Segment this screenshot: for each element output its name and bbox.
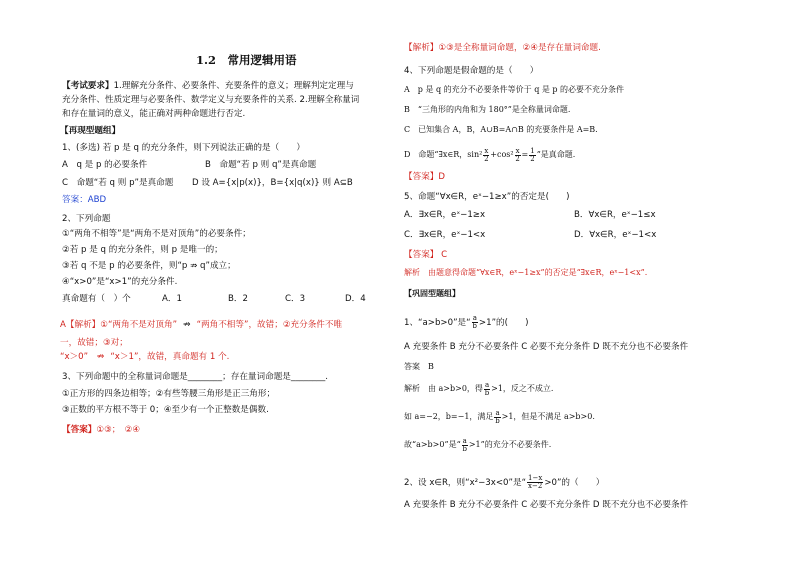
- q4-answer: 【答案】D: [404, 172, 445, 182]
- not-imply-arrow-icon: ⇏: [183, 320, 191, 330]
- q7-options: A 充要条件 B 充分不必要条件 C 必要不充分条件 D 既不充分也不必要条件: [404, 500, 689, 510]
- frac-den: b: [472, 322, 477, 330]
- q5-answer: 【答案】 C: [404, 250, 448, 260]
- requirements-label: 【考试要求】: [62, 81, 114, 91]
- frac-den: 2: [530, 154, 535, 163]
- q1-option-c: C 命题“若 q 则 p”是真命题: [62, 178, 174, 188]
- q6-jx1-a: 解析 由 a>b>0，得: [404, 384, 483, 393]
- q2-item-4: ④“x>0”是“x>1”的充分条件.: [62, 277, 178, 287]
- q4-option-b: B “三角形的内角和为 180°”是全称量词命题.: [404, 105, 571, 114]
- q2-explanation-line-2: 一，故错；③对；: [60, 338, 128, 348]
- frac-num: a: [484, 380, 490, 389]
- frac-den: b: [462, 444, 467, 453]
- q6-jx2-a: 如 a=−2，b=−1，满足: [404, 412, 494, 421]
- q4-option-a: A p 是 q 的充分不必要条件等价于 q 是 p 的必要不充分条件: [404, 85, 625, 94]
- q5-option-c: C．∃x∈R，eˣ−1<x: [404, 230, 486, 240]
- frac-num: x: [484, 146, 489, 155]
- question-7: [404, 474, 604, 492]
- q4-option-d: [404, 146, 575, 164]
- frac-den: x−2: [528, 482, 543, 490]
- requirements-line-3: 和存在量词的意义，能正确对两种命题进行否定.: [62, 109, 246, 119]
- q2-option-a: A．1: [162, 294, 182, 304]
- fraction-a-over-b: [472, 315, 478, 330]
- frac-num: a: [495, 408, 500, 417]
- fraction-a-over-b-3: [494, 410, 500, 425]
- q5-explanation: 解析 由题意得命题“∀x∈R，eˣ−1≥x”的否定是“∃x∈R，eˣ−1<x”.: [404, 268, 648, 277]
- requirements-text-1: 1.理解充分条件、必要条件、充要条件的意义；理解判定定理与: [113, 81, 354, 91]
- q6-jx1-b: >1，反之不成立.: [491, 384, 554, 393]
- q3-items-line-1: ①正方形的四条边相等；②有些等腰三角形是正三角形；: [62, 389, 276, 399]
- q3-answer-text: ①③； ②④: [96, 425, 141, 435]
- q6-text-2: >1”的( ): [478, 318, 529, 328]
- question-4: 4、下列命题是假命题的是（ ）: [404, 66, 539, 76]
- q6-jx2-b: >1，但是不满足 a>b>0.: [501, 412, 595, 421]
- q4-option-c: C 已知集合 A，B，A∪B=A∩B 的充要条件是 A=B.: [404, 125, 598, 134]
- q6-jx3-a: 故“a>b>0”是“: [404, 440, 461, 449]
- q4-d-text-4: ”是真命题.: [536, 150, 576, 159]
- frac-den: b: [495, 416, 500, 425]
- q3-answer-label: 【答案】: [62, 425, 97, 435]
- q2-item-2: ②若 p 是 q 的充分条件，则 p 是唯一的；: [62, 245, 223, 255]
- fraction-a-over-b-4: [462, 438, 468, 453]
- q5-option-a: A．∃x∈R，eˣ−1≥x: [404, 210, 486, 220]
- requirements-line-2: 充分条件、性质定理与必要条件、数学定义与充要条件的关系. 2.理解全称量词: [62, 95, 360, 105]
- question-6: [404, 314, 529, 332]
- q7-text-2: >0”的（ ）: [544, 478, 605, 488]
- q2-option-b: B．2: [228, 294, 248, 304]
- frac-den: 2: [484, 154, 489, 163]
- q4-d-text-2: +cos²: [490, 150, 514, 159]
- q1-option-a: A q 是 p 的必要条件: [62, 160, 148, 170]
- q3-items-line-2: ③正数的平方根不等于 0；④至少有一个正整数是偶数.: [62, 405, 269, 415]
- q6-options: A 充要条件 B 充分不必要条件 C 必要不充分条件 D 既不充分也不必要条件: [404, 342, 689, 352]
- q1-option-d: D 设 A={x|p(x)}，B={x|q(x)} 则 A⊆B: [192, 178, 353, 188]
- frac-den: b: [484, 388, 490, 397]
- question-3: 3、下列命题中的全称量词命题是________；存在量词命题是________.: [62, 372, 329, 382]
- q6-explanation-2: [404, 408, 595, 426]
- q2-explanation-part-e: “x＞1”，故错，真命题有 1 个.: [110, 352, 230, 362]
- fraction-x-over-2: [483, 148, 489, 163]
- not-imply-arrow-icon-2: ⇏: [96, 352, 105, 362]
- q5-option-d: D．∀x∈R，eˣ−1<x: [574, 230, 657, 240]
- q3-answer: [62, 425, 140, 436]
- q2-option-d: D．4: [345, 294, 366, 304]
- q6-explanation-3: [404, 436, 551, 454]
- frac-num: 1−x: [528, 474, 543, 482]
- q2-explanation-line-3: [60, 352, 229, 363]
- q4-d-text-1: D 命题“∃x∈R，sin²: [404, 150, 483, 159]
- explanation-intro: 【解析】①③是全称量词命题，②④是存在量词命题.: [404, 43, 601, 53]
- q6-explanation-1: [404, 380, 553, 398]
- frac-num: a: [472, 314, 477, 322]
- page-title: 1.2 常用逻辑用语: [196, 53, 297, 67]
- fraction-1-over-2: [529, 148, 535, 163]
- q2-explanation-part-b: “两角不相等”，故错；②充分条件不唯: [196, 320, 343, 330]
- frac-den: 2: [515, 154, 520, 163]
- q2-item-3: ③若 q 不是 p 的必要条件，则“p ⇏ q”成立；: [62, 261, 236, 271]
- q1-answer: 答案：ABD: [62, 195, 107, 205]
- requirements-line-1: [62, 81, 354, 92]
- fraction-x-over-2-b: [515, 148, 521, 163]
- frac-num: x: [515, 146, 520, 155]
- frac-num: a: [462, 436, 467, 445]
- q2-option-c: C．3: [285, 294, 306, 304]
- q7-text-1: 2、设 x∈R，则“x²−3x<0”是“: [404, 478, 527, 488]
- frac-num: 1: [530, 146, 535, 155]
- question-2: 2、下列命题: [62, 214, 111, 224]
- q1-option-b: B 命题“若 p 则 q”是真命题: [205, 160, 317, 170]
- question-5: 5、命题“∀x∈R，eˣ−1≥x”的否定是( ): [404, 192, 570, 202]
- fraction-a-over-b-2: [484, 382, 490, 397]
- q2-explanation-part-d: “x＞0”: [60, 352, 91, 362]
- section-heading-consolidate: 【巩固型题组】: [404, 289, 460, 298]
- q6-jx3-b: >1”的充分不必要条件.: [468, 440, 552, 449]
- fraction-1mx-over-xm2: [527, 475, 543, 490]
- q6-text-1: 1、“a>b>0”是“: [404, 318, 471, 328]
- q2-count: 真命题有（ ）个: [62, 294, 131, 304]
- q2-explanation-part-a: A【解析】①“两角不是对顶角”: [60, 320, 178, 330]
- q2-item-1: ①“两角不相等”是“两角不是对顶角”的必要条件；: [62, 229, 251, 239]
- q2-explanation-line-1: [60, 320, 342, 331]
- q5-option-b: B．∀x∈R，eˣ−1≤x: [574, 210, 656, 220]
- question-1: 1、(多选) 若 p 是 q 的充分条件，则下列说法正确的是（ ）: [62, 143, 305, 153]
- section-heading-reproduce: 【再现型题组】: [60, 126, 121, 136]
- q6-answer: 答案 B: [404, 362, 434, 371]
- q4-d-text-3: =: [521, 150, 529, 159]
